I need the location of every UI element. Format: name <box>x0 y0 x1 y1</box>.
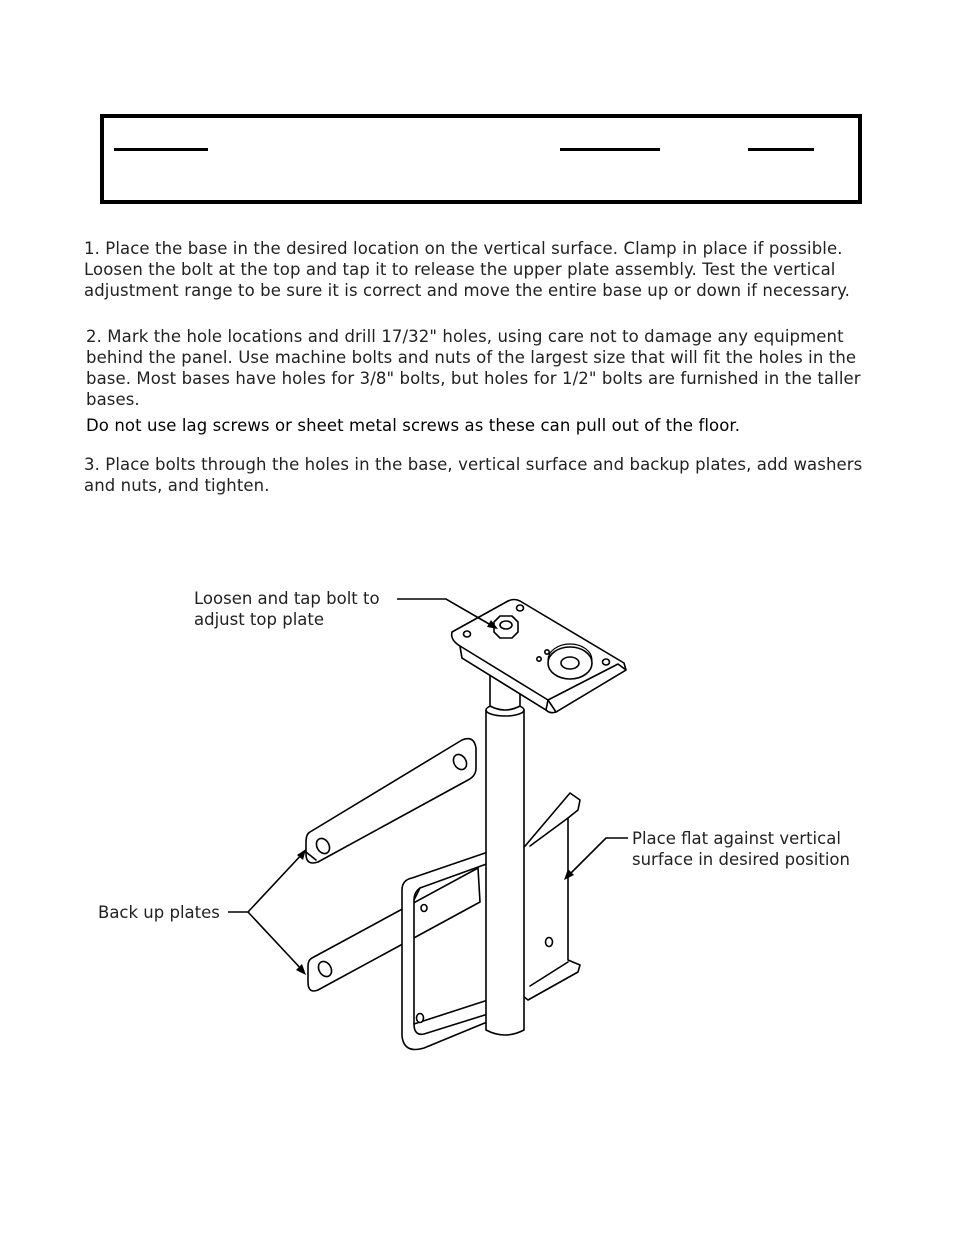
instruction-step-1: 1. Place the base in the desired location on the vertical surface. Clamp in place if possible. Loosen the bolt at the top and tap it to release the upper plate assembly. Test the vertical adjustment range to be sure it is correct and move the entire base up or down if necessary. <box>84 239 850 300</box>
rear-mounting-flange <box>518 793 580 1000</box>
callout-left: Back up plates <box>98 903 220 922</box>
instruction-step-2: 2. Mark the hole locations and drill 17/32" holes, using care not to damage any equipment behind the panel. Use machine bolts and nuts of the largest size that will fit the holes in the base. Most bases have holes for 3/8" bolts, but holes for 1/2" bolts are furnished in the taller bases. <box>86 327 861 409</box>
lower-backup-plate <box>308 868 480 991</box>
callout-top-line1: Loosen and tap bolt to <box>194 589 380 608</box>
warning-text: Do not use lag screws or sheet metal screws as these can pull out of the floor. <box>86 416 741 435</box>
top-plate <box>452 600 626 713</box>
instruction-step-3: 3. Place bolts through the holes in the base, vertical surface and backup plates, add washers and nuts, and tighten. <box>84 455 863 495</box>
callout-right-line2: surface in desired position <box>632 850 850 869</box>
leader-left-lower <box>248 912 304 972</box>
adjustment-bolt <box>494 616 518 638</box>
lower-tube <box>486 704 524 1035</box>
leader-right <box>566 838 628 878</box>
callout-right-line1: Place flat against vertical <box>632 829 841 848</box>
upper-backup-plate <box>306 739 476 863</box>
callout-top-line2: adjust top plate <box>194 610 325 629</box>
leader-left-upper <box>228 852 304 912</box>
